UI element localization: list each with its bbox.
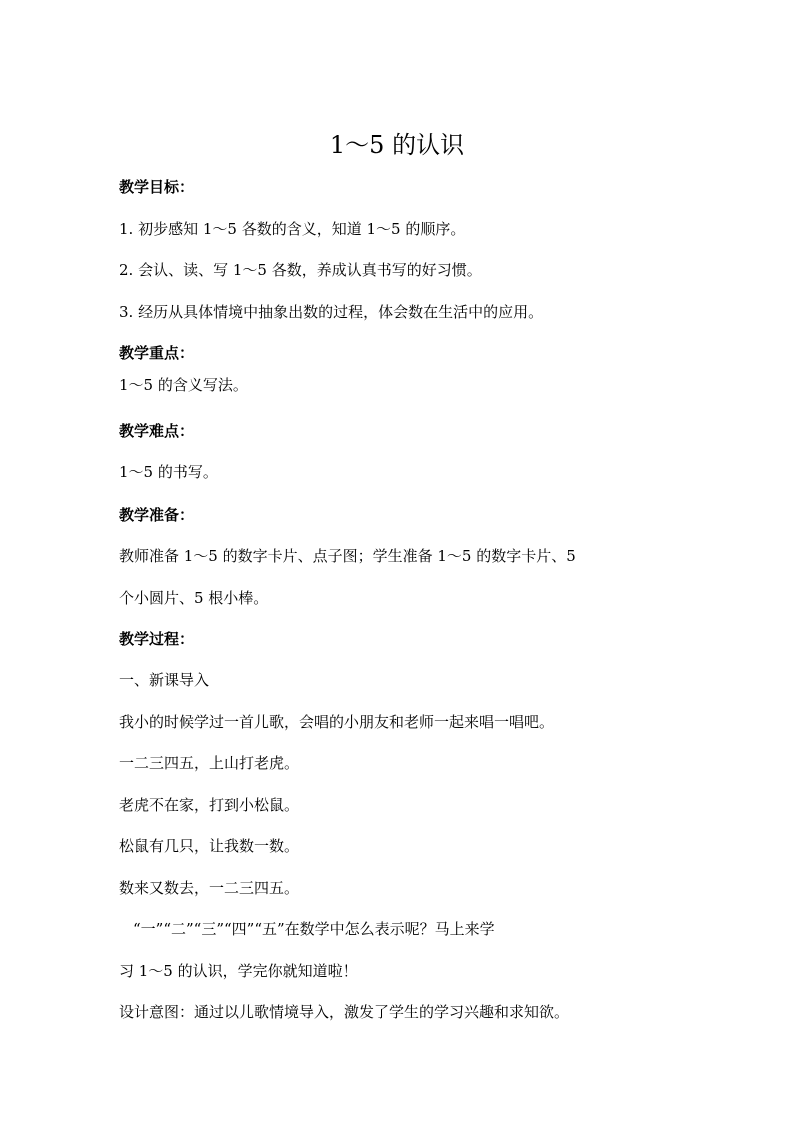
key-points-text: 1～5 的含义写法。 <box>119 376 248 394</box>
preparation-heading: 教学准备： <box>119 506 195 524</box>
song-line-3: 松鼠有几只，让我数一数。 <box>119 837 300 855</box>
key-points-heading: 教学重点： <box>119 344 195 362</box>
goal-item-1: 1. 初步感知 1～5 各数的含义，知道 1～5 的顺序。 <box>119 220 466 238</box>
goal-item-3: 3. 经历从具体情境中抽象出数的过程，体会数在生活中的应用。 <box>119 303 544 321</box>
song-line-4: 数来又数去，一二三四五。 <box>119 879 300 897</box>
design-intent: 设计意图：通过以儿歌情境导入，激发了学生的学习兴趣和求知欲。 <box>119 1003 570 1021</box>
process-subheading-intro: 一、新课导入 <box>119 671 210 689</box>
song-line-1: 一二三四五，上山打老虎。 <box>119 754 300 772</box>
process-heading: 教学过程： <box>119 630 195 648</box>
goal-item-2: 2. 会认、读、写 1～5 各数，养成认真书写的好习惯。 <box>119 261 482 279</box>
preparation-line-1: 教师准备 1～5 的数字卡片、点子图；学生准备 1～5 的数字卡片、5 <box>119 547 576 565</box>
song-line-2: 老虎不在家，打到小松鼠。 <box>119 796 300 814</box>
preparation-line-2: 个小圆片、5 根小棒。 <box>119 589 269 607</box>
goals-heading: 教学目标： <box>119 178 195 196</box>
difficulty-heading: 教学难点： <box>119 422 195 440</box>
question-line-2: 习 1～5 的认识，学完你就知道啦！ <box>119 962 358 980</box>
question-line-1: “一”“二”“三”“四”“五”在数学中怎么表示呢？马上来学 <box>133 920 495 938</box>
page-title: 1～5 的认识 <box>329 131 465 159</box>
intro-paragraph: 我小的时候学过一首儿歌，会唱的小朋友和老师一起来唱一唱吧。 <box>119 713 555 731</box>
difficulty-text: 1～5 的书写。 <box>119 463 218 481</box>
